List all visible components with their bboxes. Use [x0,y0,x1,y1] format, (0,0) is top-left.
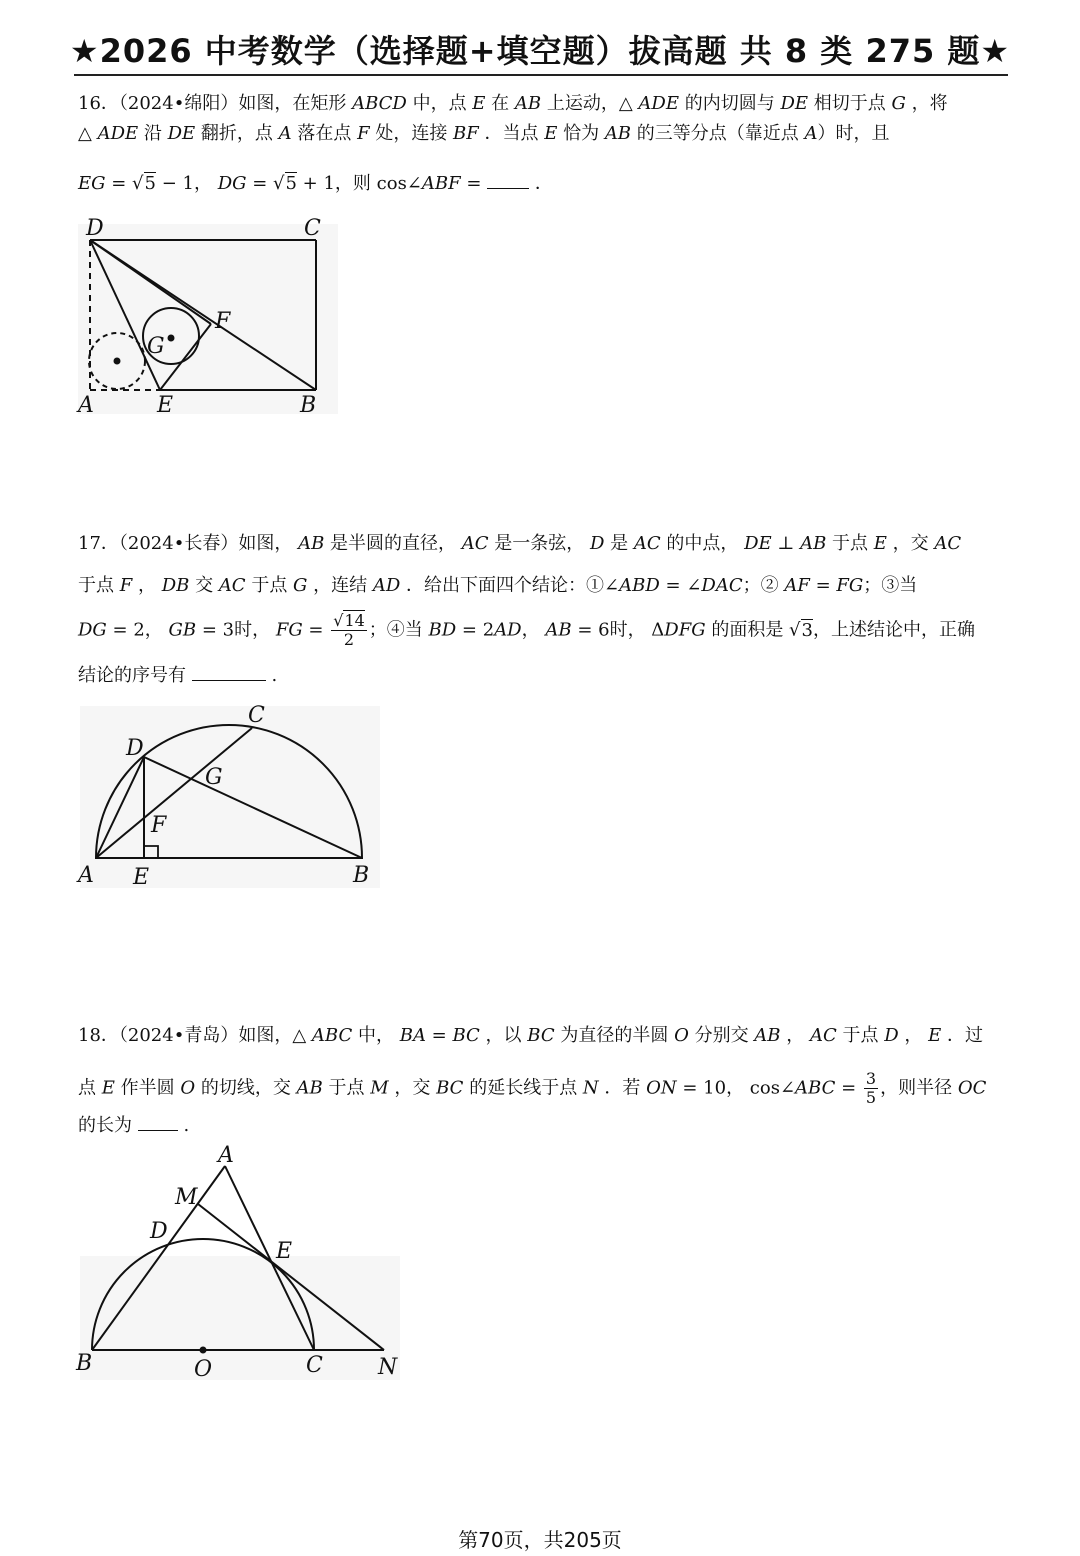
label-a: A [78,863,94,888]
label-f: F [151,813,167,838]
label-c: C [248,703,265,728]
problem-17-line-4: 结论的序号有 . [78,665,278,686]
problem-18-line-2: 点 E 作半圆 O 的切线，交 AB 于点 M ，交 BC 的延长线于点 N ．若 ON = 10， cos∠ABC = $\frac{3}{5}$ ，则半径 OC [78,1069,987,1107]
incircle-folded-center [168,335,175,342]
label-c: C [306,1353,323,1378]
label-d: D [126,736,144,761]
header-rule [74,74,1008,76]
problem-16-source: （2024•绵阳） [118,93,239,114]
problem-18-source: （2024•青岛） [118,1025,239,1046]
label-n: N [378,1355,398,1380]
label-o: O [194,1357,213,1382]
problem-16-figure [72,210,342,420]
problem-17-figure [74,700,384,892]
problem-17-line-3: DG = 2， GB = 3时， FG = $\frac{√14}{2}$ ；④当 BD = 2AD， AB = 6时， ΔDFG 的面积是 √3，上述结论中，正确 [78,611,975,649]
label-g: G [147,334,165,359]
label-b: B [76,1351,93,1376]
label-e: E [133,865,150,890]
problem-17-source: （2024•长春） [118,533,239,554]
label-e: E [157,393,174,418]
problem-18-number: 18． [78,1025,119,1046]
label-a: A [78,393,94,418]
label-a: A [218,1143,234,1168]
problem-18-line-3: 的长为 . [78,1115,190,1136]
problem-16-line-1: 16．（2024•绵阳）如图，在矩形 ABCD 中，点 E 在 AB 上运动，△ ADE 的内切圆与 DE 相切于点 G ，将 [78,93,948,114]
problem-17-line-1: 17．（2024•长春）如图， AB 是半圆的直径， AC 是一条弦， D 是 AC 的中点， DE ⊥ AB 于点 E ，交 AC [78,533,962,554]
problem-17-number: 17． [78,533,119,554]
label-b: B [353,863,370,888]
label-c: C [304,216,321,241]
problem-17-line-2: 于点 F ， DB 交 AC 于点 G ，连结 AD ．给出下面四个结论：①∠ABD = ∠DAC；② AF = FG；③当 [78,575,918,596]
problem-18-figure [74,1140,404,1384]
label-d: D [150,1219,168,1244]
incircle-dashed-center [114,358,121,365]
label-e: E [276,1239,293,1264]
page-footer: 第70页，共205页 [458,1528,622,1552]
label-m: M [175,1185,198,1210]
center-o-dot [200,1347,207,1354]
label-d: D [86,216,104,241]
problem-18-line-1: 18．（2024•青岛）如图，△ ABC 中， BA = BC ，以 BC 为直径的半圆 O 分别交 AB ， AC 于点 D ， E ．过 [78,1025,983,1046]
problem-16-number: 16． [78,93,119,114]
problem-16-line-3: EG = √5 − 1， DG = √5 + 1，则 cos∠ABF = ． [78,173,553,194]
figure-18-shade [80,1256,400,1380]
page-header-title: ★2026 中考数学（选择题+填空题）拔高题 共 8 类 275 题★ [69,32,1011,70]
label-g: G [205,765,223,790]
label-f: F [215,309,231,334]
label-b: B [300,393,317,418]
problem-16-line-2: △ ADE 沿 DE 翻折，点 A 落在点 F 处，连接 BF ．当点 E 恰为 AB 的三等分点（靠近点 A）时，且 [78,123,890,144]
